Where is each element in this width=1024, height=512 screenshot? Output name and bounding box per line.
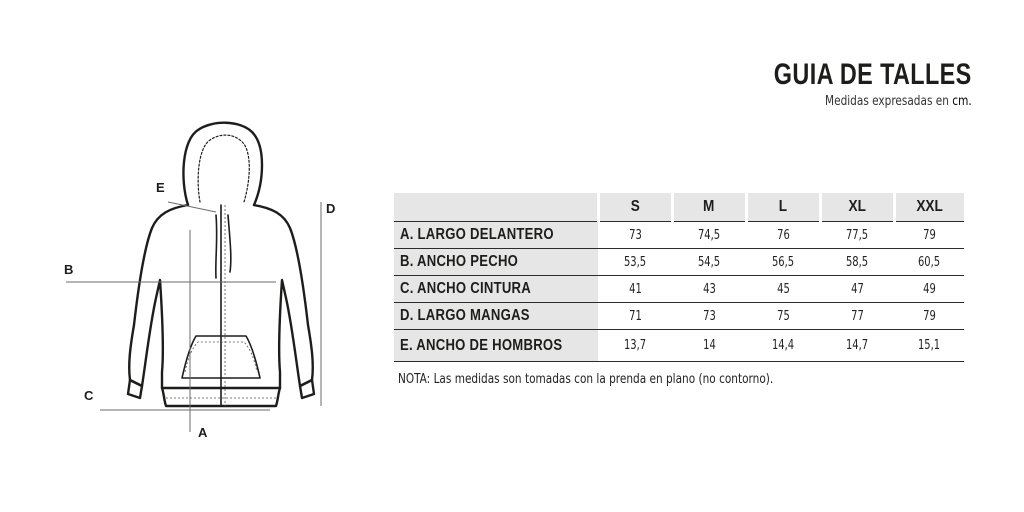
label-b: B (64, 262, 74, 277)
subtitle-text: Medidas expresadas en (825, 94, 950, 109)
table-cell: 73 (672, 303, 746, 330)
size-header: S (598, 193, 672, 222)
size-header: L (746, 193, 820, 222)
table-cell: 47 (820, 276, 894, 303)
left-cuff (128, 380, 142, 398)
table-cell: 60,5 (894, 249, 964, 276)
table-cell: 53,5 (598, 249, 672, 276)
label-a: A (198, 425, 208, 440)
label-d: D (326, 201, 336, 216)
table-cell: 74,5 (672, 222, 746, 249)
size-table (394, 193, 964, 362)
table-cell: 71 (598, 303, 672, 330)
row-label: E. ANCHO DE HOMBROS (394, 330, 598, 362)
subtitle-unit: cm. (952, 94, 972, 109)
row-label: C. ANCHO CINTURA (394, 276, 598, 303)
table-cell: 13,7 (598, 330, 672, 362)
table-cell: 77 (820, 303, 894, 330)
title-block (718, 58, 972, 109)
note-text: : Las medidas son tomadas con la prenda en plano (no contorno). (426, 372, 774, 387)
table-header-row (394, 193, 964, 222)
row-label: D. LARGO MANGAS (394, 303, 598, 330)
table-row (394, 303, 964, 330)
table-corner (394, 193, 598, 222)
table-cell: 56,5 (746, 249, 820, 276)
table-cell: 49 (894, 276, 964, 303)
label-c: C (84, 388, 94, 403)
label-e: E (156, 180, 165, 195)
row-label: A. LARGO DELANTERO (394, 222, 598, 249)
page-title: GUIA DE TALLES (774, 58, 972, 91)
right-cuff (300, 380, 314, 398)
table-cell: 43 (672, 276, 746, 303)
table-row (394, 276, 964, 303)
table-cell: 77,5 (820, 222, 894, 249)
size-header: XL (820, 193, 894, 222)
table-cell: 15,1 (894, 330, 964, 362)
table-cell: 58,5 (820, 249, 894, 276)
size-header: XXL (894, 193, 964, 222)
table-cell: 79 (894, 303, 964, 330)
table-cell: 75 (746, 303, 820, 330)
table-row (394, 249, 964, 276)
hood-outline (183, 123, 262, 205)
row-label: B. ANCHO PECHO (394, 249, 598, 276)
table-cell: 41 (598, 276, 672, 303)
note-key: NOTA (398, 372, 427, 387)
table-cell: 14,4 (746, 330, 820, 362)
table-cell: 54,5 (672, 249, 746, 276)
table-cell: 79 (894, 222, 964, 249)
table-cell: 14 (672, 330, 746, 362)
subtitle (744, 94, 972, 109)
table-row (394, 330, 964, 362)
table-row (394, 222, 964, 249)
size-header: M (672, 193, 746, 222)
table-note (398, 372, 773, 387)
table-cell: 76 (746, 222, 820, 249)
table-cell: 73 (598, 222, 672, 249)
body-outline (129, 205, 188, 388)
table-cell: 45 (746, 276, 820, 303)
table-cell: 14,7 (820, 330, 894, 362)
